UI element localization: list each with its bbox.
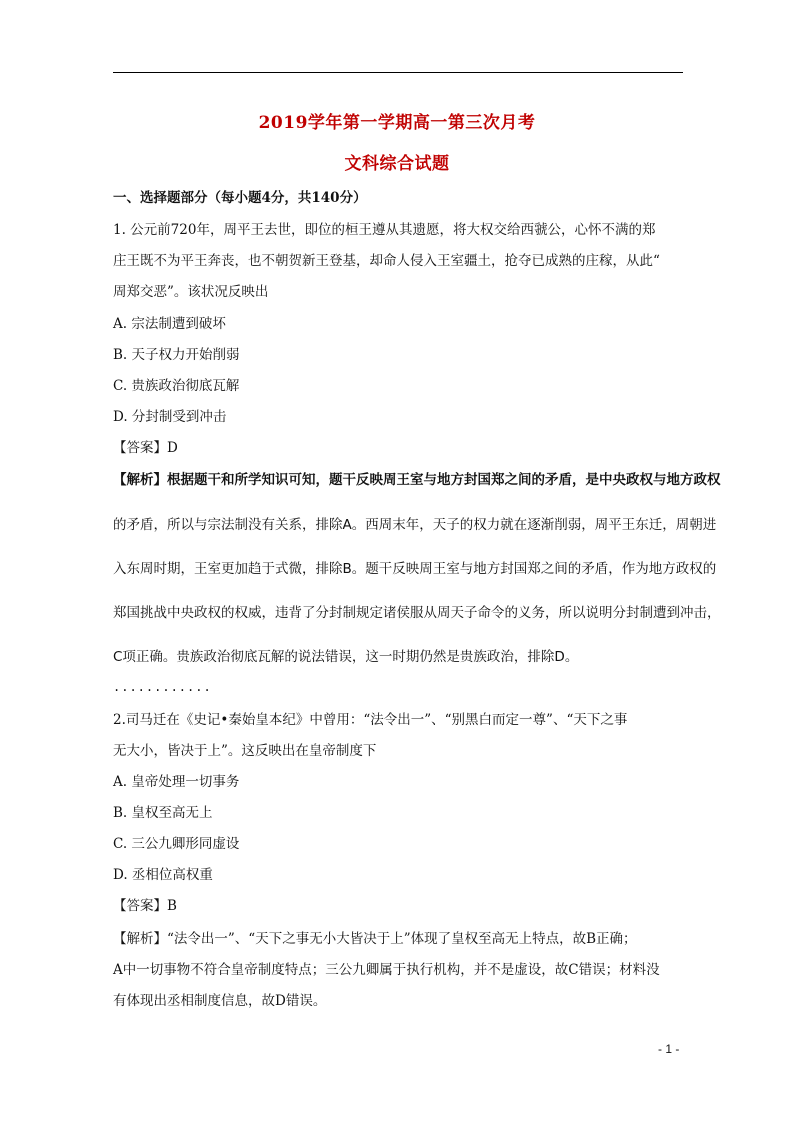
q1-stem-line-2: 庄王既不为平王奔丧，也不朝贺新王登基，却命人侵入王室疆土，抢夺已成熟的庄稼，从此“ bbox=[113, 253, 660, 269]
q2-analysis-line-2: A中一切事物不符合皇帝制度特点；三公九卿属于执行机构，并不是虚设，故C错误；材料没 bbox=[113, 962, 660, 978]
q1-stem-line-1: 1. 公元前720年，周平王去世，即位的桓王遵从其遗愿，将大权交给西虢公，心怀不满的郑 bbox=[113, 222, 656, 238]
q1-analysis-line-1: 【解析】根据题干和所学知识可知，题干反映周王室与地方封国郑之间的矛盾，是中央政权与地方政权 bbox=[113, 472, 721, 488]
q1-option-b: B. 天子权力开始削弱 bbox=[113, 347, 240, 363]
q2-analysis-line-3: 有体现出丞相制度信息，故D错误。 bbox=[113, 993, 327, 1009]
q2-stem-line-2: 无大小，皆决于上”。这反映出在皇帝制度下 bbox=[113, 743, 377, 759]
q1-analysis-line-4: 郑国挑战中央政权的权威，违背了分封制规定诸侯服从周天子命令的义务，所以说明分封制遭到冲击， bbox=[113, 605, 721, 621]
page-title: 2019学年第一学期高一第三次月考 bbox=[258, 113, 536, 133]
q1-answer: 【答案】D bbox=[113, 440, 178, 456]
section-heading: 一、选择题部分（每小题4分，共140分） bbox=[113, 190, 367, 206]
q2-option-b: B. 皇权至高无上 bbox=[113, 805, 213, 821]
q1-analysis-line-2: 的矛盾，所以与宗法制没有关系，排除A。西周末年，天子的权力就在逐渐削弱，周平王东迁，周朝进 bbox=[113, 517, 717, 533]
page-number: - 1 - bbox=[658, 1042, 680, 1056]
q1-option-a: A. 宗法制遭到破坏 bbox=[113, 316, 226, 332]
q2-analysis-line-1: 【解析】“法令出一”、“天下之事无小大皆决于上”体现了皇权至高无上特点，故B正确； bbox=[113, 931, 637, 947]
header-rule bbox=[113, 72, 683, 73]
q2-answer: 【答案】B bbox=[113, 898, 177, 914]
q2-option-d: D. 丞相位高权重 bbox=[113, 867, 213, 883]
page-subtitle: 文科综合试题 bbox=[344, 154, 450, 174]
q2-option-c: C. 三公九卿形同虚设 bbox=[113, 836, 240, 852]
q2-stem-line-1: 2.司马迁在《史记•秦始皇本纪》中曾用：“法令出一”、“别黑白而定一尊”、“天下之事 bbox=[113, 712, 628, 728]
q1-analysis-line-3: 入东周时期，王室更加趋于式微，排除B。题干反映周王室与地方封国郑之间的矛盾，作为地方政权的 bbox=[113, 561, 717, 577]
q1-option-c: C. 贵族政治彻底瓦解 bbox=[113, 378, 240, 394]
q1-analysis-line-5: C项正确。贵族政治彻底瓦解的说法错误，这一时期仍然是贵族政治，排除D。 bbox=[113, 649, 579, 665]
separator-dots: ............ bbox=[113, 680, 212, 694]
q2-option-a: A. 皇帝处理一切事务 bbox=[113, 774, 240, 790]
q1-option-d: D. 分封制受到冲击 bbox=[113, 409, 227, 425]
q1-stem-line-3: 周郑交恶”。该状况反映出 bbox=[113, 284, 269, 300]
